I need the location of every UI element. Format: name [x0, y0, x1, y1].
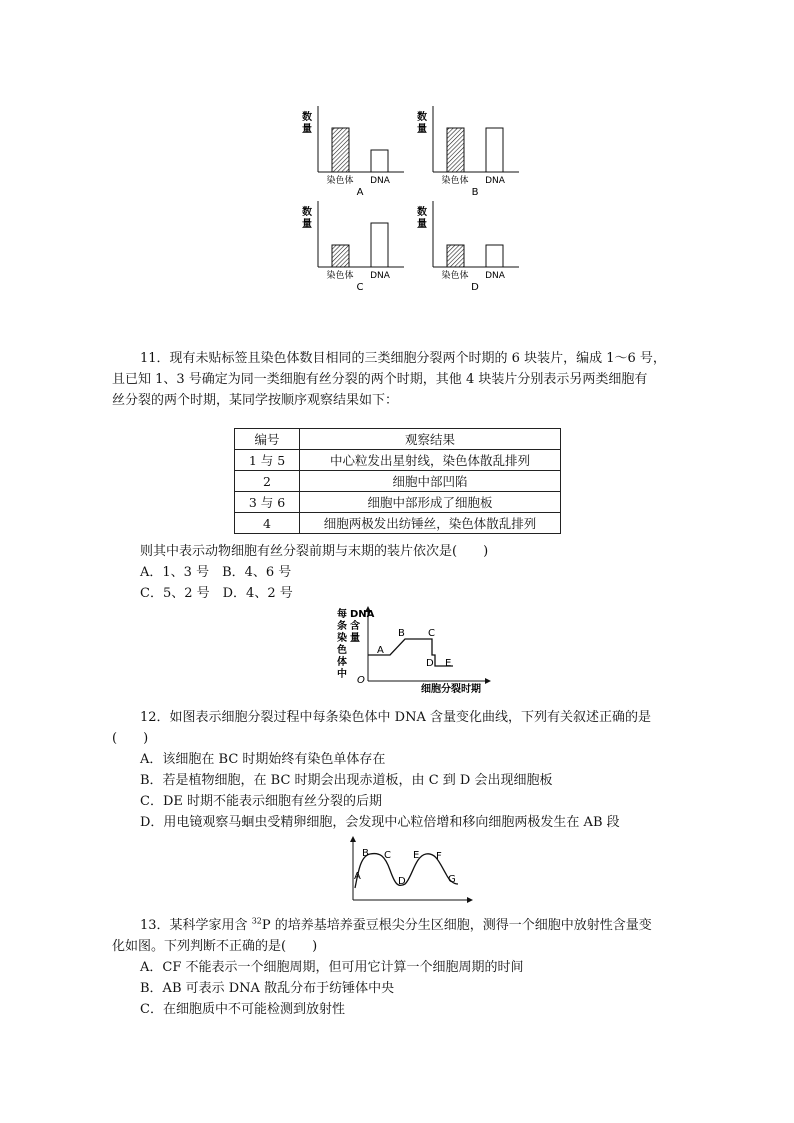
q13-radioactivity-graph: [340, 834, 475, 906]
bar-panel-label: A: [356, 187, 364, 198]
q12-y-label-3: 染: [337, 633, 347, 644]
bar-panel-label: B: [471, 187, 479, 198]
observation-table: [234, 428, 561, 534]
q11-line3: 丝分裂的两个时期，某同学按顺序观察结果如下：: [112, 393, 399, 408]
bar-charts-figure: [290, 100, 530, 300]
q13-option-b: B．AB 可表示 DNA 散乱分布于纺锤体中央: [140, 981, 395, 996]
bar-x-label-dna: DNA: [485, 271, 505, 281]
bar-x-label-dna: DNA: [370, 176, 390, 186]
bar-x-label-dna: DNA: [370, 271, 390, 281]
bar-y-label: 数: [417, 112, 427, 123]
table-header-result: 观察结果: [300, 429, 561, 450]
bar-y-label: 量: [417, 219, 427, 230]
bar-y-label: 量: [302, 124, 312, 135]
bar-y-label: 数: [302, 207, 312, 218]
bar-dna: [371, 150, 388, 172]
q12-point-E: E: [445, 658, 452, 669]
q13-option-a: A．CF 不能表示一个细胞周期，但可用它计算一个细胞周期的时间: [140, 960, 524, 975]
q12-option-a: A．该细胞在 BC 时期始终有染色单体存在: [140, 752, 386, 767]
bar-chromosome: [447, 128, 464, 172]
q12-y-label-6: 中: [337, 669, 347, 680]
table-cell: 细胞中部形成了细胞板: [300, 492, 561, 513]
q12-option-c: C．DE 时期不能表示细胞有丝分裂的后期: [140, 794, 382, 809]
q12-dna-graph: [335, 603, 495, 695]
table-cell: 1 与 5: [235, 450, 300, 471]
q12-y-label-7: DNA: [350, 609, 375, 620]
table-cell: 2: [235, 471, 300, 492]
q13-point-A: A: [354, 871, 361, 882]
bar-chromosome: [332, 128, 349, 172]
q12-point-A: A: [377, 645, 384, 656]
q12-option-b: B．若是植物细胞，在 BC 时期会出现赤道板，由 C 到 D 会出现细胞板: [140, 773, 553, 788]
table-cell: 4: [235, 513, 300, 534]
bar-x-label-dna: DNA: [485, 176, 505, 186]
bar-dna: [486, 245, 503, 267]
table-cell: 3 与 6: [235, 492, 300, 513]
q13-point-E: E: [413, 850, 420, 861]
q13-point-C: C: [384, 850, 391, 861]
q11-line2: 且已知 1、3 号确定为同一类细胞有丝分裂的两个时期，其他 4 块装片分别表示另两类细胞有: [112, 372, 648, 387]
q12-point-B: B: [398, 628, 405, 639]
q13-point-B: B: [362, 848, 369, 859]
q12-point-D: D: [426, 658, 434, 669]
bar-x-label-chromosome: 染色体: [441, 176, 469, 186]
q13-curve: [355, 854, 458, 888]
bar-y-label: 数: [417, 207, 427, 218]
q11-question: 则其中表示动物细胞有丝分裂前期与末期的装片依次是( ): [140, 544, 489, 559]
bar-y-label: 量: [417, 124, 427, 135]
bar-y-label: 数: [302, 112, 312, 123]
bar-chromosome: [447, 245, 464, 267]
q12-y-label-1: 每: [337, 609, 347, 620]
table-row: [235, 492, 561, 513]
q12-y-label-2: 条: [337, 621, 347, 632]
q13-point-F: F: [436, 851, 442, 862]
q13-line2: 化如图。下列判断不正确的是( ): [112, 939, 318, 954]
table-row: [235, 513, 561, 534]
q12-x-label: 细胞分裂时期: [421, 684, 481, 695]
table-cell: 中心粒发出星射线，染色体散乱排列: [300, 450, 561, 471]
q11-options-ab: A．1、3 号 B．4、6 号: [140, 565, 292, 580]
q13-line1: [140, 914, 652, 933]
q13-option-c: C．在细胞质中不可能检测到放射性: [140, 1002, 345, 1017]
bar-panel-label: D: [471, 282, 479, 293]
q12-line1: 12．如图表示细胞分裂过程中每条染色体中 DNA 含量变化曲线，下列有关叙述正确的是: [140, 710, 651, 725]
q11-options-cd: C．5、2 号 D．4、2 号: [140, 586, 293, 601]
bar-x-label-chromosome: 染色体: [441, 271, 469, 281]
bar-panel-label: C: [356, 282, 364, 293]
bar-y-label: 量: [302, 219, 312, 230]
q12-line2: ( ): [112, 731, 149, 746]
q11-line1: 11．现有未贴标签且染色体数目相同的三类细胞分裂两个时期的 6 块装片，编成 1～6 号，: [140, 351, 666, 366]
table-cell: 细胞中部凹陷: [300, 471, 561, 492]
q13-isotope-mass: 32: [251, 916, 262, 926]
q12-option-d: D．用电镜观察马蛔虫受精卵细胞，会发现中心粒倍增和移向细胞两极发生在 AB 段: [140, 815, 620, 830]
q12-y-label-5: 体: [337, 657, 347, 668]
bar-dna: [371, 223, 388, 267]
q13-line1-pre: 13．某科学家用含: [140, 918, 252, 933]
table-row: [235, 450, 561, 471]
q12-y-label-9: 量: [350, 633, 360, 644]
bar-dna: [486, 128, 503, 172]
table-header-row: [235, 429, 561, 450]
q13-point-G: G: [448, 874, 456, 885]
q12-y-label-4: 色: [337, 645, 347, 656]
q13-point-D: D: [398, 876, 406, 887]
bar-x-label-chromosome: 染色体: [326, 176, 354, 186]
q12-point-C: C: [428, 628, 435, 639]
bar-x-label-chromosome: 染色体: [326, 271, 354, 281]
table-row: [235, 471, 561, 492]
q12-origin: O: [357, 675, 365, 686]
q12-y-label-8: 含: [350, 621, 360, 632]
table-header-id: 编号: [235, 429, 300, 450]
table-cell: 细胞两极发出纺锤丝，染色体散乱排列: [300, 513, 561, 534]
q13-line1-post: P 的培养基培养蚕豆根尖分生区细胞，测得一个细胞中放射性含量变: [261, 918, 652, 933]
bar-chromosome: [332, 245, 349, 267]
